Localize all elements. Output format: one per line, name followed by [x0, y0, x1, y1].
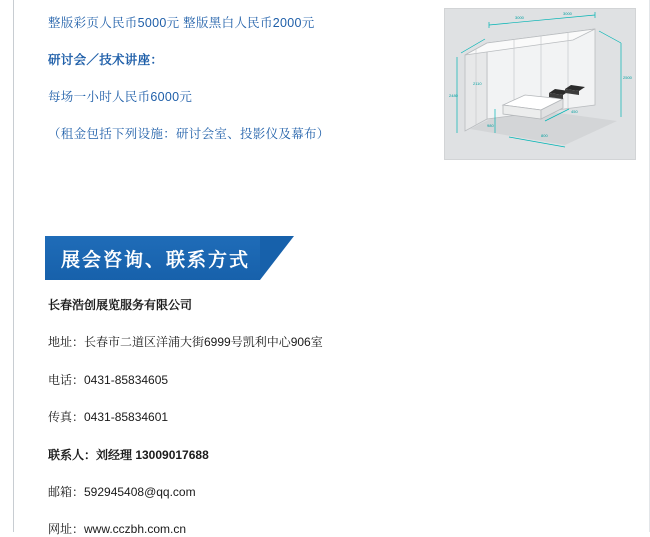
banner-body [45, 236, 260, 280]
contact-fax: 传真：0431-85834601 [48, 410, 169, 425]
page-left-border [13, 0, 14, 532]
booth-3d-diagram [444, 8, 636, 160]
dimension-label-left: 2480 [449, 93, 458, 98]
contact-website: 网址：www.cczbh.com.cn [48, 522, 187, 537]
contact-person: 联系人：刘经理 13009017688 [48, 447, 209, 462]
dimension-label-top-2: 3000 [563, 11, 572, 16]
dimension-label-floor: 800 [541, 133, 548, 138]
contact-info-block [48, 298, 468, 537]
banner-arrow [260, 236, 294, 280]
contact-address: 地址：长春市二道区洋浦大街6999号凯利中心906室 [48, 335, 323, 350]
banner-arrow-shape [260, 236, 294, 280]
pricing-line-inclusions: （租金包括下列设施：研讨会室、投影仪及幕布） [48, 127, 330, 141]
contact-phone: 电话：0431-85834605 [48, 372, 169, 387]
pricing-text-block [48, 16, 388, 142]
pricing-line-advert: 整版彩页人民币5000元 整版黑白人民币2000元 [48, 16, 315, 30]
dimension-label-inner: 2110 [473, 81, 482, 86]
dimension-label-chair: 450 [571, 109, 578, 114]
contact-company: 长春浩创展览服务有限公司 [48, 298, 193, 312]
section-banner-contact [45, 236, 294, 280]
booth-3d-drawing-svg [445, 9, 635, 159]
banner-title: 展会咨询、联系方式 [61, 249, 251, 271]
dimension-label-counter: 980 [487, 123, 494, 128]
pricing-line-seminar-rate: 每场一小时人民币6000元 [48, 90, 193, 104]
pricing-line-seminar-heading: 研讨会／技术讲座： [48, 53, 164, 67]
contact-email: 邮箱：592945408@qq.com [48, 484, 196, 499]
dimension-label-top-1: 3000 [515, 15, 524, 20]
dimension-label-right: 2500 [623, 75, 632, 80]
